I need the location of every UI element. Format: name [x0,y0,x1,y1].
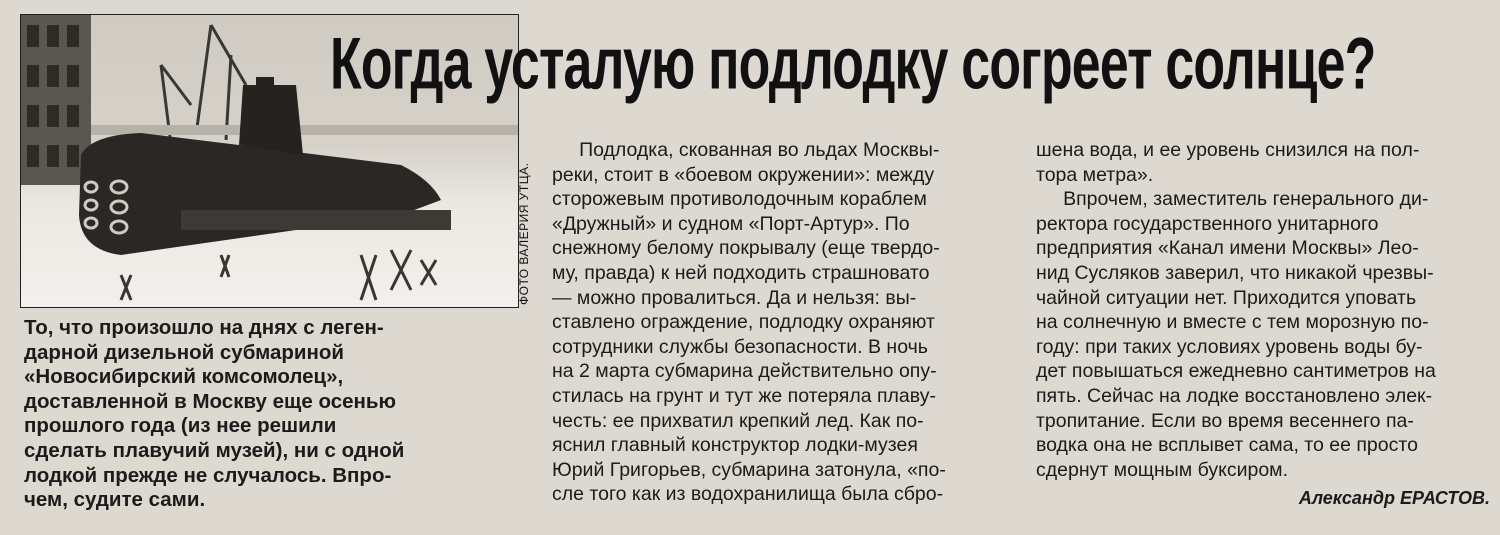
column-line: стилась на грунт и тут же потеряла плаву- [552,384,936,407]
column-line: сторожевым противолодочным кораблем [552,188,927,211]
photo-credit: ФОТО ВАЛЕРИЯ УТЦА. [517,162,531,305]
column-line: «Дружный» и судном «Порт-Артур». По [552,212,910,235]
column-line: сотрудники службы безопасности. В ночь [552,335,928,358]
column-line: Впрочем, заместитель генерального ди- [1036,188,1429,211]
column-line: предприятия «Канал имени Москвы» Лео- [1036,237,1419,260]
lead-line: То, что произошло на днях с леген- [24,316,384,339]
article-column-1 [552,138,1004,507]
column-line: му, правда) к ней подходить страшновато [552,261,930,284]
lead-line: «Новосибирский комсомолец», [24,365,344,389]
column-line: снежному белому покрывалу (еще твердо- [552,237,940,260]
column-line: на солнечную и вместе с тем морозную по- [1036,311,1429,334]
column-line: году: при таких условиях уровень воды бу- [1036,335,1423,358]
column-line: сле того как из водохранилища была сбро- [552,483,944,506]
column-line: сдернут мощным буксиром. [1036,458,1288,481]
lead-line: доставленной в Москву еще осенью [24,389,396,413]
column-line: водка она не всплывет сама, то ее просто [1036,434,1418,457]
lead-line: прошлого года (из нее решили [24,414,337,438]
column-line: чайной ситуации нет. Приходится уповать [1036,286,1417,309]
column-line: дет повышаться ежедневно сантиметров на [1036,360,1436,383]
column-line: яснил главный конструктор лодки-музея [552,434,918,457]
column-line: Подлодка, скованная во льдах Москвы- [552,139,940,161]
lead-line: сделать плавучий музей), ни с одной [24,438,405,462]
column-line: ставлено ограждение, подлодку охраняют [552,311,935,334]
author-byline: Александр ЕРАСТОВ. [1298,488,1490,508]
lead-line: чем, судите сами. [24,488,206,512]
column-line: на 2 марта субмарина действительно опу- [552,360,937,383]
column-line: тропитание. Если во время весеннего па- [1036,409,1414,432]
lead-line: дарной дизельной субмариной [24,340,345,364]
column-line: Юрий Григорьев, субмарина затонула, «по- [552,458,946,481]
column-line: нид Сусляков заверил, что никакой чрезвы- [1036,261,1434,284]
lead-line: лодкой прежде не случалось. Впро- [24,463,392,487]
lead-paragraph [24,316,514,513]
column-line: шена вода, и ее уровень снизился на пол- [1036,139,1420,161]
column-line: честь: ее прихватил крепкий лед. Как по- [552,409,924,432]
article-column-2 [1036,138,1488,482]
column-line: — можно провалиться. Да и нельзя: вы- [552,286,917,309]
column-line: тора метра». [1036,163,1154,186]
column-line: реки, стоит в «боевом окружении»: между [552,163,935,186]
headline: Когда усталую подлодку согреет солнце? [330,21,1376,105]
column-line: ректора государственного унитарного [1036,212,1379,235]
column-line: пять. Сейчас на лодке восстановлено элек- [1036,384,1433,407]
